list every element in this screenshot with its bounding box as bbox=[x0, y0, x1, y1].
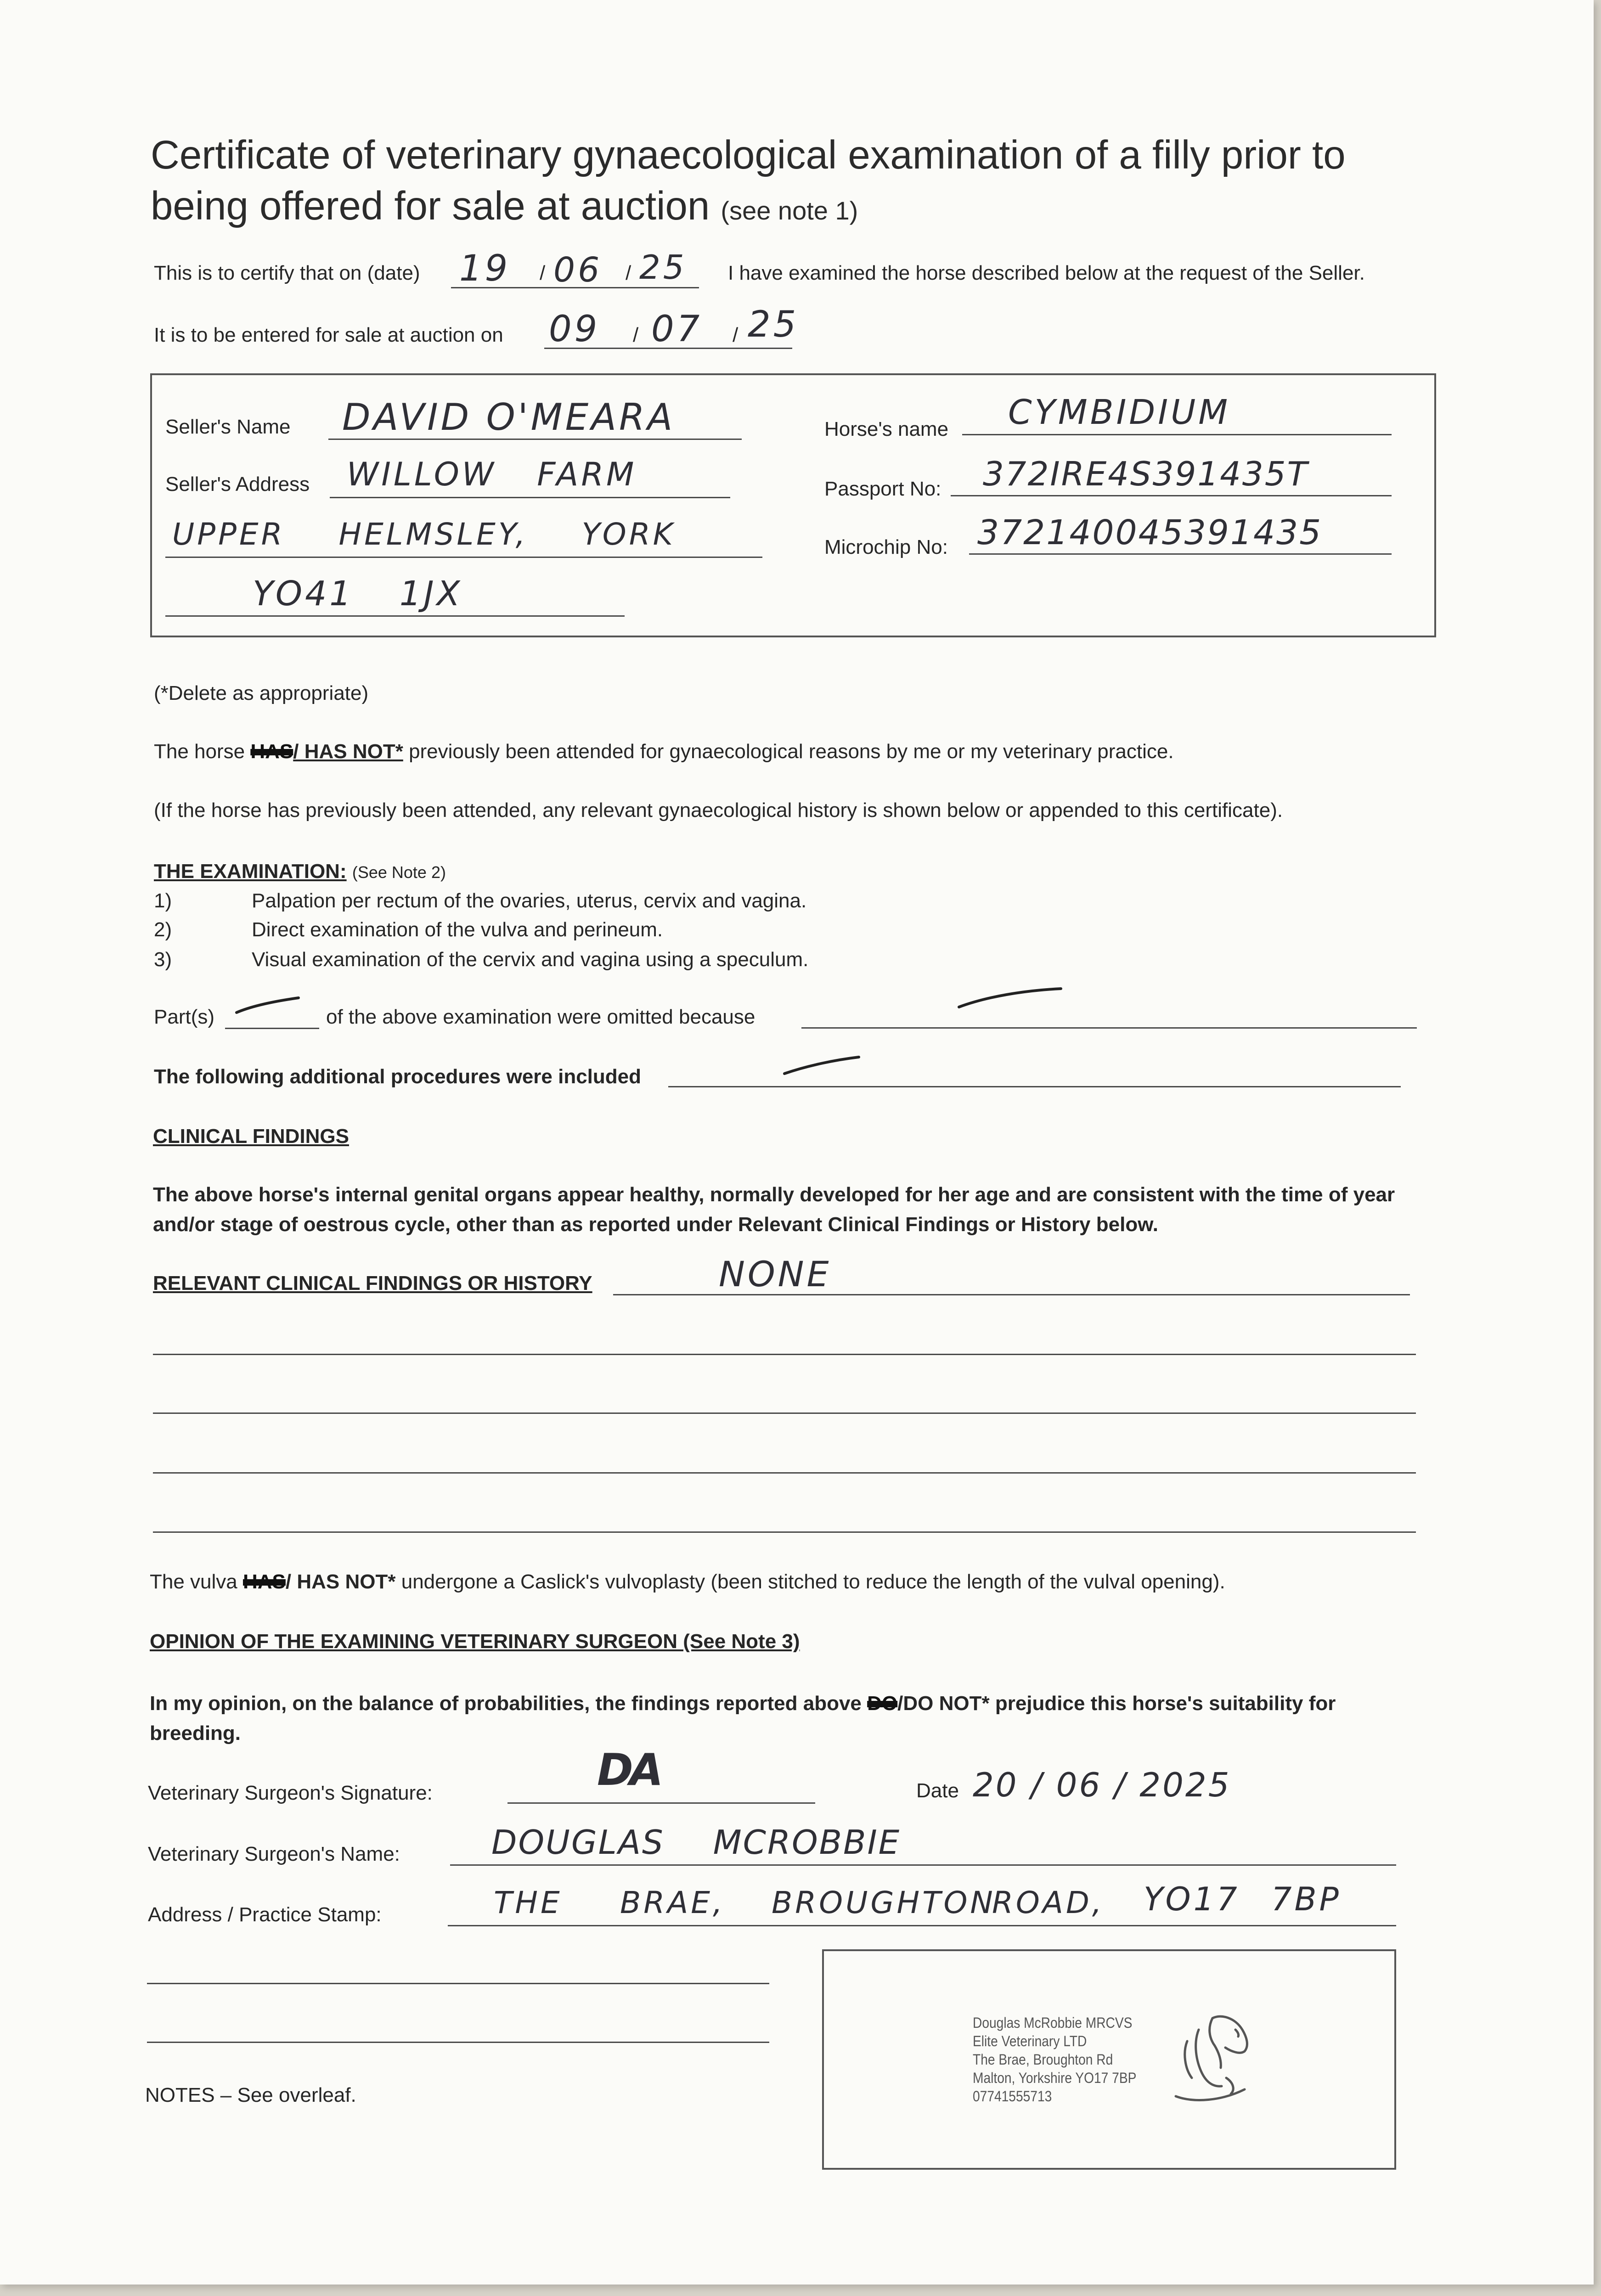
attended-choice: / HAS NOT* bbox=[293, 740, 403, 763]
clinical-findings-heading: CLINICAL FINDINGS bbox=[153, 1125, 349, 1148]
certify-sep-1: / bbox=[540, 262, 546, 284]
relevant-findings-value: NONE bbox=[719, 1254, 832, 1294]
exam-item-1-text: Palpation per rectum of the ovaries, uterus, cervix and vagina. bbox=[252, 889, 807, 912]
certify-year: 25 bbox=[639, 248, 687, 287]
title-line-2-text: being offered for sale at auction bbox=[151, 184, 710, 228]
examination-heading: THE EXAMINATION: bbox=[154, 860, 347, 883]
opinion-heading: OPINION OF THE EXAMINING VETERINARY SURGEON (See Note 3) bbox=[150, 1630, 800, 1653]
relevant-findings-label: RELEVANT CLINICAL FINDINGS OR HISTORY bbox=[153, 1272, 592, 1294]
vulva-suffix: undergone a Caslick's vulvoplasty (been stitched to reduce the length of the vulval opening). bbox=[401, 1570, 1225, 1593]
auction-sep-2: / bbox=[733, 324, 738, 346]
clinical-statement-line-1: The above horse's internal genital organs appear healthy, normally developed for her age and are consistent with the time of year bbox=[153, 1183, 1395, 1206]
title-line-2 bbox=[151, 185, 858, 227]
stamp-horse-logo bbox=[1167, 2009, 1254, 2108]
relevant-findings-line-5 bbox=[153, 1531, 1416, 1533]
seller-address-value-1: WILLOW FARM bbox=[347, 456, 637, 493]
signature-mark: DA bbox=[597, 1745, 660, 1795]
auction-prefix: It is to be entered for sale at auction on bbox=[154, 324, 503, 346]
auction-day: 09 bbox=[549, 309, 600, 350]
seller-address-line-1 bbox=[330, 497, 730, 498]
seller-address-label: Seller's Address bbox=[165, 473, 310, 495]
practice-address-part-3: BROUGHTON bbox=[772, 1885, 996, 1920]
vulva-struck-option: HAS bbox=[243, 1570, 286, 1593]
seller-address-line-2 bbox=[165, 557, 762, 558]
certify-prefix: This is to certify that on (date) bbox=[154, 262, 420, 284]
exam-item-2-text: Direct examination of the vulva and perineum. bbox=[252, 918, 663, 941]
seller-name-line bbox=[328, 439, 742, 440]
passport-value: 372IRE4S391435T bbox=[983, 455, 1309, 493]
opinion-line-1 bbox=[150, 1692, 1336, 1715]
exam-item-2-num: 2) bbox=[154, 918, 172, 941]
stamp-line-4: Malton, Yorkshire YO17 7BP bbox=[973, 2070, 1137, 2086]
stamp-line-2: Elite Veterinary LTD bbox=[973, 2033, 1087, 2049]
signature-date-value: 20 / 06 / 2025 bbox=[973, 1766, 1231, 1804]
opinion-line-2: breeding. bbox=[150, 1722, 241, 1745]
additional-procedures-label: The following additional procedures were included bbox=[154, 1065, 642, 1088]
omitted-suffix: of the above examination were omitted because bbox=[326, 1006, 755, 1028]
vet-name-label: Veterinary Surgeon's Name: bbox=[148, 1843, 400, 1865]
extra-address-line-1 bbox=[147, 1983, 769, 1984]
opinion-suffix: prejudice this horse's suitability for bbox=[995, 1692, 1336, 1715]
microchip-label: Microchip No: bbox=[824, 536, 948, 558]
additional-procedures-line bbox=[668, 1086, 1401, 1087]
attended-statement bbox=[154, 740, 1174, 763]
horse-name-line bbox=[962, 434, 1392, 435]
passport-label: Passport No: bbox=[824, 478, 941, 500]
vulva-choice: / HAS NOT* bbox=[285, 1570, 396, 1593]
delete-note: (*Delete as appropriate) bbox=[154, 682, 369, 704]
seller-address-value-2: UPPER HELMSLEY, YORK bbox=[172, 517, 676, 552]
seller-address-value-3: YO41 1JX bbox=[253, 574, 463, 613]
signature-line bbox=[507, 1802, 815, 1804]
extra-address-line-2 bbox=[147, 2042, 769, 2043]
opinion-choice: /DO NOT* bbox=[897, 1692, 990, 1715]
attended-prefix: The horse bbox=[154, 740, 245, 763]
microchip-value: 372140045391435 bbox=[977, 513, 1323, 552]
practice-address-part-5: YO17 7BP bbox=[1144, 1880, 1342, 1918]
vulva-prefix: The vulva bbox=[150, 1570, 237, 1593]
seller-address-line-3 bbox=[165, 615, 625, 617]
additional-procedures-dash bbox=[781, 1052, 863, 1079]
examination-heading-note: (See Note 2) bbox=[352, 863, 446, 882]
practice-address-part-2: BRAE, bbox=[620, 1885, 725, 1920]
practice-address-label: Address / Practice Stamp: bbox=[148, 1903, 382, 1926]
omitted-reason-dash bbox=[955, 985, 1065, 1013]
vet-name-value: DOUGLAS MCROBBIE bbox=[491, 1823, 901, 1862]
vulva-statement bbox=[150, 1570, 1225, 1593]
certify-month: 06 bbox=[553, 250, 603, 290]
practice-address-line bbox=[448, 1925, 1396, 1926]
attended-suffix: previously been attended for gynaecological reasons by me or my veterinary practice. bbox=[409, 740, 1174, 763]
practice-stamp-text bbox=[973, 2014, 1159, 2105]
auction-month: 07 bbox=[651, 309, 703, 350]
omitted-parts-dash bbox=[234, 994, 303, 1017]
vet-name-line bbox=[450, 1864, 1396, 1866]
relevant-findings-line-4 bbox=[153, 1472, 1416, 1474]
auction-sep-1: / bbox=[633, 324, 639, 346]
horse-name-label: Horse's name bbox=[824, 418, 949, 440]
stamp-line-3: The Brae, Broughton Rd bbox=[973, 2051, 1113, 2068]
date-label: Date bbox=[916, 1779, 959, 1802]
exam-item-3-num: 3) bbox=[154, 948, 172, 971]
opinion-struck-option: DO bbox=[867, 1692, 898, 1715]
auction-year: 25 bbox=[748, 304, 799, 345]
stamp-line-5: 07741555713 bbox=[973, 2088, 1052, 2105]
notes-footer: NOTES – See overleaf. bbox=[145, 2084, 356, 2106]
seller-name-value: DAVID O'MEARA bbox=[342, 396, 676, 439]
omitted-parts-line bbox=[225, 1028, 319, 1029]
exam-item-3-text: Visual examination of the cervix and vagina using a speculum. bbox=[252, 948, 809, 971]
microchip-line bbox=[969, 553, 1392, 555]
examination-heading-row bbox=[154, 860, 446, 883]
title-note: (see note 1) bbox=[721, 196, 858, 225]
opinion-prefix: In my opinion, on the balance of probabilities, the findings reported above bbox=[150, 1692, 862, 1715]
omitted-reason-line bbox=[801, 1027, 1417, 1029]
certify-sep-2: / bbox=[626, 262, 631, 284]
exam-item-1-num: 1) bbox=[154, 889, 172, 912]
passport-line bbox=[951, 495, 1392, 496]
relevant-findings-line-3 bbox=[153, 1412, 1416, 1414]
certify-suffix: I have examined the horse described below at the request of the Seller. bbox=[728, 262, 1365, 284]
certify-day: 19 bbox=[459, 248, 511, 289]
signature-label: Veterinary Surgeon's Signature: bbox=[148, 1782, 433, 1804]
practice-address-part-4: ROAD, bbox=[992, 1885, 1105, 1920]
attended-struck-option: HAS bbox=[250, 740, 293, 763]
practice-address-part-1: THE bbox=[494, 1885, 563, 1920]
seller-name-label: Seller's Name bbox=[165, 416, 291, 438]
title-line-1: Certificate of veterinary gynaecological examination of a filly prior to bbox=[151, 133, 1346, 177]
stamp-line-1: Douglas McRobbie MRCVS bbox=[973, 2015, 1133, 2031]
omitted-prefix: Part(s) bbox=[154, 1006, 214, 1028]
relevant-findings-line-2 bbox=[153, 1354, 1416, 1355]
history-note: (If the horse has previously been attended, any relevant gynaecological history is shown below or appended to this certificate). bbox=[154, 799, 1283, 822]
horse-name-value: CYMBIDIUM bbox=[1008, 393, 1231, 432]
clinical-statement-line-2: and/or stage of oestrous cycle, other than as reported under Relevant Clinical Findings or History below. bbox=[153, 1213, 1159, 1236]
